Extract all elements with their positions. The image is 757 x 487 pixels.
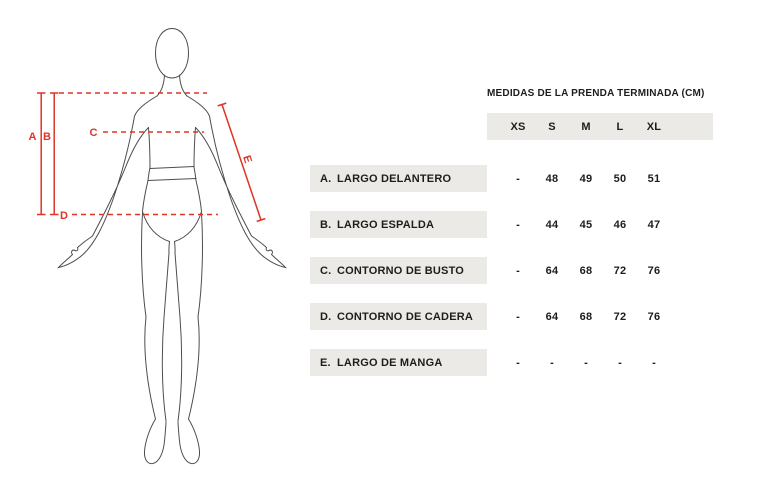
value-cell: -	[516, 264, 520, 277]
label-b: B	[43, 131, 51, 143]
value-cell: -	[516, 172, 520, 185]
row-values	[487, 349, 671, 376]
value-cell: 72	[613, 264, 627, 277]
row-label	[310, 349, 487, 376]
table-row	[310, 211, 740, 238]
table-row	[310, 303, 740, 330]
table-row	[310, 349, 740, 376]
row-key: B.	[320, 218, 332, 231]
value-cell: 49	[579, 172, 593, 185]
row-values	[487, 303, 671, 330]
value-cell: 50	[613, 172, 627, 185]
value-cell: 68	[579, 310, 593, 323]
row-measure-name: LARGO DE MANGA	[337, 356, 443, 369]
value-cell: 68	[579, 264, 593, 277]
value-cell: 45	[579, 218, 593, 231]
value-cell: 46	[613, 218, 627, 231]
value-cell: -	[516, 218, 520, 231]
row-label	[310, 303, 487, 330]
table-row	[310, 257, 740, 284]
label-e: E	[240, 153, 254, 165]
mannequin-outline	[59, 29, 286, 464]
sleeve-line-e	[218, 103, 266, 221]
value-cell: 51	[647, 172, 661, 185]
row-label	[310, 165, 487, 192]
label-a: A	[28, 131, 37, 143]
value-cell: -	[584, 356, 588, 369]
size-header-xs: XS	[510, 120, 526, 133]
row-key: D.	[320, 310, 332, 323]
dimension-line-b	[50, 93, 59, 215]
value-cell: 48	[545, 172, 559, 185]
size-header-bar	[487, 113, 713, 140]
row-values	[487, 211, 671, 238]
value-cell: -	[652, 356, 656, 369]
value-cell: -	[618, 356, 622, 369]
row-values	[487, 257, 671, 284]
value-cell: 47	[647, 218, 661, 231]
value-cell: 76	[647, 264, 661, 277]
value-cell: 76	[647, 310, 661, 323]
value-cell: 64	[545, 310, 559, 323]
row-measure-name: CONTORNO DE CADERA	[337, 310, 474, 323]
table-title: MEDIDAS DE LA PRENDA TERMINADA (CM)	[487, 88, 705, 99]
label-c: C	[89, 127, 98, 139]
value-cell: 72	[613, 310, 627, 323]
value-cell: -	[516, 356, 520, 369]
size-header-s: S	[548, 120, 556, 133]
row-key: E.	[320, 356, 331, 369]
value-cell: 64	[545, 264, 559, 277]
row-label	[310, 257, 487, 284]
size-header-m: M	[581, 120, 591, 133]
body-diagram	[0, 0, 310, 487]
size-header-xl: XL	[646, 120, 662, 133]
row-measure-name: LARGO ESPALDA	[337, 218, 435, 231]
size-table	[310, 88, 740, 376]
mannequin-figure-icon	[0, 0, 310, 487]
row-key: C.	[320, 264, 332, 277]
table-row	[310, 165, 740, 192]
value-cell: 44	[545, 218, 559, 231]
row-measure-name: CONTORNO DE BUSTO	[337, 264, 465, 277]
row-values	[487, 165, 671, 192]
value-cell: -	[550, 356, 554, 369]
label-d: D	[60, 210, 68, 222]
row-key: A.	[320, 172, 332, 185]
size-header-l: L	[616, 120, 624, 133]
value-cell: -	[516, 310, 520, 323]
row-measure-name: LARGO DELANTERO	[337, 172, 452, 185]
row-label	[310, 211, 487, 238]
dimension-line-a	[37, 93, 46, 215]
